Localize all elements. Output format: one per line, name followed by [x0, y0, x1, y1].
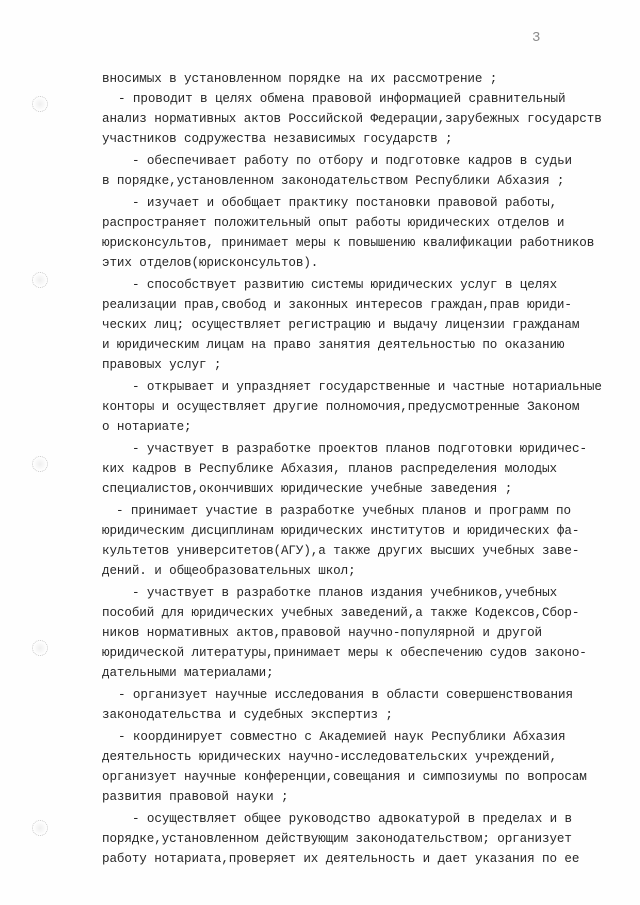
text-line: - координирует совместно с Академией наук Республики Абхазия [118, 730, 566, 744]
text-line: - осуществляет общее руководство адвокатурой в пределах и в [132, 812, 572, 826]
text-line: участников содружества независимых государств ; [102, 132, 453, 146]
text-line: ников нормативных актов,правовой научно-популярной и другой [102, 626, 542, 640]
punch-hole-mark [32, 640, 48, 656]
text-line: о нотариате; [102, 420, 192, 434]
text-line: и юридическим лицам на право занятия деятельностью по оказанию [102, 338, 565, 352]
text-line: реализации прав,свобод и законных интересов граждан,прав юриди- [102, 298, 572, 312]
text-line: - изучает и обобщает практику постановки правовой работы, [132, 196, 558, 210]
text-line: работу нотариата,проверяет их деятельность и дает указания по ее [102, 852, 580, 866]
text-line: распространяет положительный опыт работы юридических отделов и [102, 216, 565, 230]
text-line: - обеспечивает работу по отбору и подготовке кадров в судьи [132, 154, 572, 168]
text-line: - организует научные исследования в области совершенствования [118, 688, 573, 702]
punch-hole-mark [32, 96, 48, 112]
text-line: культетов университетов(АГУ),а также других высших учебных заве- [102, 544, 580, 558]
text-line: вносимых в установленном порядке на их рассмотрение ; [102, 72, 498, 86]
punch-hole-mark [32, 272, 48, 288]
text-line: законодательства и судебных экспертиз ; [102, 708, 393, 722]
text-line: правовых услуг ; [102, 358, 222, 372]
text-line: - открывает и упраздняет государственные и частные нотариальные [132, 380, 602, 394]
text-line: дательными материалами; [102, 666, 274, 680]
text-line: дений. и общеобразовательных школ; [102, 564, 356, 578]
text-line: ких кадров в Республике Абхазия, планов распределения молодых [102, 462, 557, 476]
text-line: развития правовой науки ; [102, 790, 289, 804]
text-line: организует научные конференции,совещания и симпозиумы по вопросам [102, 770, 587, 784]
text-line: - проводит в целях обмена правовой информацией сравнительный [118, 92, 566, 106]
text-line: анализ нормативных актов Российской Федерации,зарубежных государств [102, 112, 602, 126]
text-line: порядке,установленном действующим законодательством; организует [102, 832, 572, 846]
text-line: юрисконсультов, принимает меры к повышению квалификации работников [102, 236, 595, 250]
text-line: деятельность юридических научно-исследовательских учреждений, [102, 750, 557, 764]
punch-hole-mark [32, 456, 48, 472]
text-line: - участвует в разработке планов издания учебников,учебных [132, 586, 558, 600]
text-line: этих отделов(юрисконсультов). [102, 256, 319, 270]
page-number: 3 [532, 30, 541, 46]
text-line: ческих лиц; осуществляет регистрацию и выдачу лицензии гражданам [102, 318, 580, 332]
text-line: - участвует в разработке проектов планов подготовки юридичес- [132, 442, 587, 456]
text-line: в порядке,установленном законодательством Республики Абхазия ; [102, 174, 565, 188]
text-line: - принимает участие в разработке учебных планов и программ по [116, 504, 571, 518]
text-line: юридической литературы,принимает меры к обеспечению судов законо- [102, 646, 587, 660]
text-line: пособий для юридических учебных заведений,а также Кодексов,Сбор- [102, 606, 580, 620]
punch-hole-mark [32, 820, 48, 836]
text-line: юридическим дисциплинам юридических институтов и юридических фа- [102, 524, 580, 538]
text-line: конторы и осуществляет другие полномочия,предусмотренные Законом [102, 400, 580, 414]
text-line: специалистов,окончивших юридические учебные заведения ; [102, 482, 513, 496]
text-line: - способствует развитию системы юридических услуг в целях [132, 278, 558, 292]
